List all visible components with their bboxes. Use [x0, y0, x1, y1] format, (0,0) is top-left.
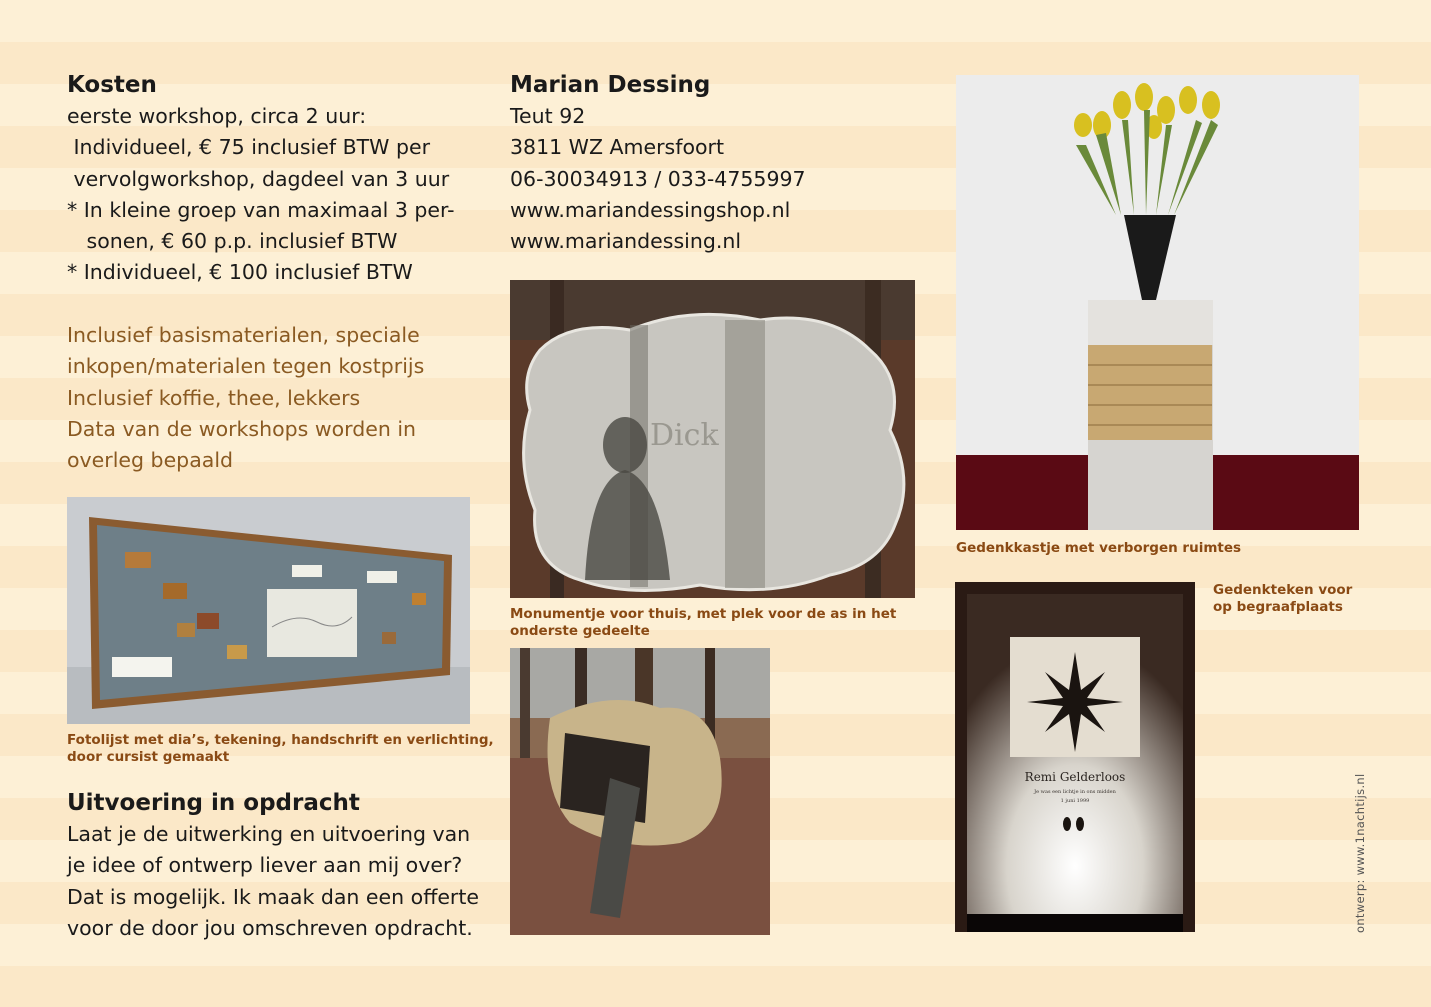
memorial-name-text: Remi Gelderloos [1024, 770, 1126, 784]
opdracht-line: Dat is mogelijk. Ik maak dan een offerte [67, 884, 480, 909]
design-credit: ontwerp: www.1nachtijs.nl [1353, 773, 1367, 933]
kosten-extra-line: Data van de workshops worden in [67, 416, 417, 441]
kosten-extra-line: inkopen/materialen tegen kostprijs [67, 354, 425, 379]
kosten-extra-line: overleg bepaald [67, 448, 234, 473]
memorial-date-text: 1 juni 1999 [1060, 798, 1090, 804]
fotolijst-photo [67, 497, 470, 724]
fotolijst-caption: Fotolijst met dia’s, tekening, handschrift en verlichting, door cursist gemaakt [67, 732, 494, 765]
contact-site-url: www.mariandessing.nl [510, 229, 742, 254]
contact-address: Teut 92 [510, 104, 586, 128]
contact-city: 3811 WZ Amersfoort [510, 135, 724, 160]
kosten-line: * Individueel, € 100 inclusief BTW [67, 260, 413, 285]
kosten-line: sonen, € 60 p.p. inclusief BTW [67, 229, 398, 254]
opdracht-line: voor de door jou omschreven opdracht. [67, 915, 473, 940]
kosten-line: Individueel, € 75 inclusief BTW per [67, 135, 431, 160]
kosten-extra-lines [67, 320, 424, 476]
contact-shop-url: www.mariandessingshop.nl [510, 197, 791, 222]
contact-phone: 06-30034913 / 033-4755997 [510, 166, 806, 191]
kosten-lines [67, 101, 455, 289]
wood-monument-photo [510, 648, 770, 935]
kosten-heading: Kosten [67, 72, 157, 98]
kosten-extra-line: Inclusief basismaterialen, speciale [67, 323, 420, 347]
opdracht-line: Laat je de uitwerking en uitvoering van [67, 822, 471, 846]
memorial-line-text: Je was een lichtje in ons midden [1034, 789, 1116, 795]
gedenkkastje-caption: Gedenkkastje met verborgen ruimtes [956, 540, 1242, 556]
gedenkteken-photo [955, 582, 1195, 932]
gedenkteken-caption: Gedenkteken voor op begraafplaats [1213, 582, 1353, 615]
opdracht-lines [67, 819, 479, 944]
kosten-line: vervolgworkshop, dagdeel van 3 uur [67, 166, 450, 191]
contact-name: Marian Dessing [510, 72, 711, 98]
kosten-line: * In kleine groep van maximaal 3 per- [67, 197, 455, 222]
mirror-name-text: Dick [650, 418, 719, 453]
gedenkkastje-photo [956, 75, 1359, 530]
contact-lines [510, 101, 806, 257]
kosten-line: eerste workshop, circa 2 uur: [67, 104, 367, 128]
opdracht-line: je idee of ontwerp liever aan mij over? [67, 853, 463, 878]
monument-caption: Monumentje voor thuis, met plek voor de as in het onderste gedeelte [510, 606, 897, 639]
opdracht-heading: Uitvoering in opdracht [67, 790, 360, 816]
monument-photo [510, 280, 915, 598]
kosten-extra-line: Inclusief koffie, thee, lekkers [67, 385, 361, 410]
